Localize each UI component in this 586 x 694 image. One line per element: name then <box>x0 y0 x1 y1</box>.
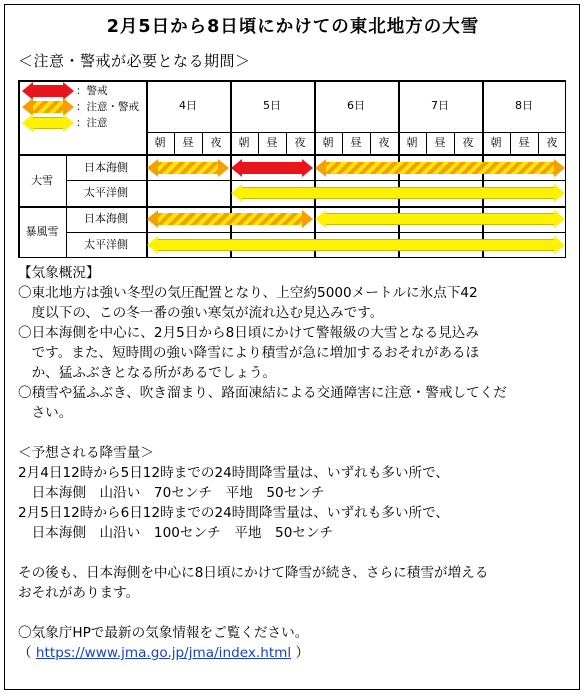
snowfall-heading: ＜予想される降雪量＞ <box>18 445 154 461</box>
overview-line: か、猛ふぶきとなる所があるでしょう。 <box>18 365 277 381</box>
body-text <box>18 263 574 663</box>
snowfall-line: 2月4日12時から5日12時までの24時間降雪量は、いずれも多い所で、 <box>18 465 450 481</box>
time-slot-label: 朝 <box>154 136 166 149</box>
time-slot-label: 夜 <box>546 136 558 149</box>
period-bar-hatch <box>315 162 565 174</box>
time-slot-label: 昼 <box>518 136 530 149</box>
spacer <box>18 603 574 623</box>
row-label: 日本海側 <box>84 212 128 225</box>
time-slot-label: 朝 <box>490 136 502 149</box>
time-slot-label: 朝 <box>406 136 418 149</box>
row-label: 太平洋側 <box>84 238 128 251</box>
legend-hatch-arrow <box>22 101 74 113</box>
outlook-line: その後も、日本海側を中心に8日頃にかけて降雪が続き、さらに積雪が増える <box>18 565 489 581</box>
day-label: 8日 <box>515 99 533 112</box>
legend-label: ：警戒 <box>76 85 108 97</box>
period-bar-yellow <box>231 187 565 199</box>
time-slot-label: 昼 <box>182 136 194 149</box>
link-line <box>18 643 574 663</box>
snowfall-line: 2月5日12時から6日12時までの24時間降雪量は、いずれも多い所で、 <box>18 505 450 521</box>
legend-label: ：注意・警戒 <box>76 101 139 113</box>
close-paren: ） <box>291 645 310 661</box>
day-label: 5日 <box>263 99 281 112</box>
jma-link[interactable]: https://www.jma.go.jp/jma/index.html <box>35 645 292 661</box>
schedule-table <box>18 80 566 258</box>
snowfall-line: 日本海側 山沿い 100センチ 平地 50センチ <box>18 525 334 541</box>
open-paren: （ <box>18 645 36 661</box>
time-slot-label: 昼 <box>350 136 362 149</box>
overview-line: さい。 <box>18 405 73 421</box>
time-slot-label: 夜 <box>294 136 306 149</box>
page-title: 2月5日から8日頃にかけての東北地方の大雪 <box>106 17 480 37</box>
period-bar-hatch <box>147 213 313 225</box>
period-bar-hatch <box>147 162 229 174</box>
overview-line: です。また、短時間の強い降雪により積雪が急に増加するおそれがあるほ <box>18 345 480 361</box>
time-slot-label: 昼 <box>434 136 446 149</box>
category-label: 大雪 <box>31 174 53 187</box>
day-label: 7日 <box>431 99 449 112</box>
row-label: 日本海側 <box>84 161 128 174</box>
outlook-line: おそれがあります。 <box>18 585 140 601</box>
category-label: 暴風雪 <box>25 225 59 238</box>
overview-heading: 【気象概況】 <box>18 265 100 281</box>
day-label: 6日 <box>347 99 365 112</box>
period-heading: ＜注意・警戒が必要となる期間＞ <box>18 52 251 70</box>
overview-line: 度以下の、この冬一番の強い寒気が流れ込む見込みです。 <box>18 305 384 321</box>
time-slot-label: 朝 <box>238 136 250 149</box>
spacer <box>18 543 574 563</box>
time-slot-label: 昼 <box>266 136 278 149</box>
row-label: 太平洋側 <box>84 186 128 199</box>
period-bar-yellow <box>147 239 565 251</box>
time-slot-label: 夜 <box>210 136 222 149</box>
snowfall-line: 日本海側 山沿い 70センチ 平地 50センチ <box>18 485 325 501</box>
overview-line: 〇日本海側を中心に、2月5日から8日頃にかけて警報級の大雪となる見込み <box>18 325 479 341</box>
period-bar-yellow <box>315 213 565 225</box>
time-slot-label: 朝 <box>322 136 334 149</box>
info-line: 〇気象庁HPで最新の気象情報をご覧ください。 <box>18 625 309 641</box>
time-slot-label: 夜 <box>378 136 390 149</box>
time-slot-label: 夜 <box>462 136 474 149</box>
legend-label: ：注意 <box>76 117 108 129</box>
legend-yellow-arrow <box>22 117 74 129</box>
day-label: 4日 <box>179 99 197 112</box>
overview-line: 〇積雪や猛ふぶき、吹き溜まり、路面凍結による交通障害に注意・警戒してくだ <box>18 385 507 401</box>
spacer <box>18 423 574 443</box>
period-bar-red <box>231 162 313 174</box>
overview-line: 〇東北地方は強い冬型の気圧配置となり、上空約5000メートルに氷点下42 <box>18 285 478 301</box>
legend-red-arrow <box>22 85 74 97</box>
